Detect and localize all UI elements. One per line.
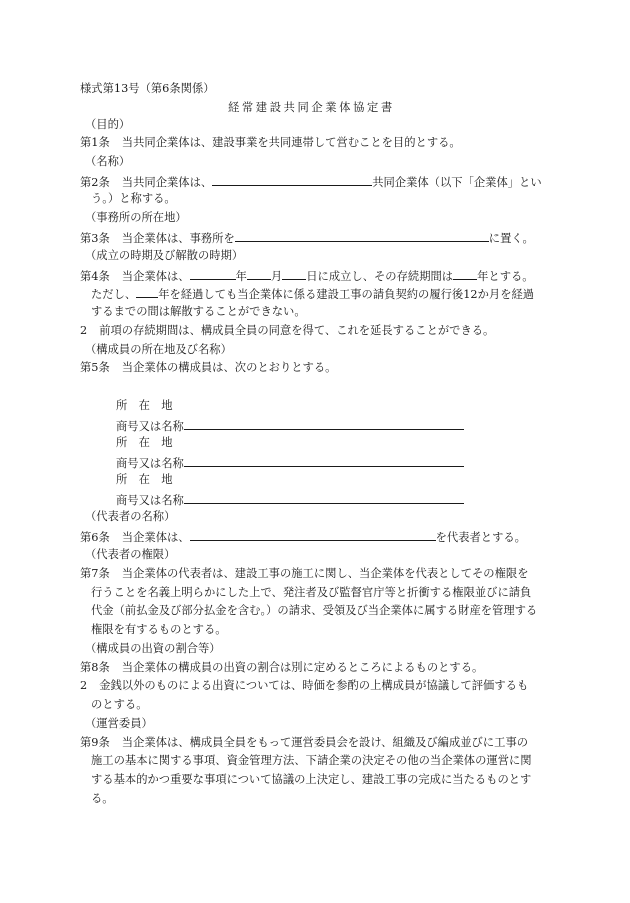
- article-2-line-2: う。）と称する。: [91, 192, 176, 205]
- article-9-text-1: 当企業体は、構成員全員をもって運営委員会を設け、組織及び編成並びに工事の: [121, 736, 529, 749]
- month-blank[interactable]: [247, 268, 271, 280]
- article-3-heading: （事務所の所在地）: [85, 211, 187, 224]
- member-3-name-row: [116, 492, 464, 508]
- article-8-paragraph-2-line-1: [80, 679, 528, 693]
- article-4-line-2: [91, 286, 534, 302]
- article-3-text-b: に置く。: [488, 232, 534, 245]
- article-9-line-2: 施工の基本に関する事項、資金管理方法、下請企業の決定その他の当企業体の運営に関: [91, 754, 532, 767]
- article-6-text-a: 当企業体は、: [121, 531, 190, 544]
- day-blank[interactable]: [282, 268, 306, 280]
- representative-blank[interactable]: [190, 529, 436, 541]
- member-3-name-label: 商号又は名称: [116, 494, 184, 507]
- article-4-paragraph-2-text: 前項の存続期間は、構成員全員の同意を得て、これを延長することができる。: [99, 324, 495, 337]
- member-2-name-label: 商号又は名称: [116, 457, 184, 470]
- paragraph-number: 2: [80, 324, 88, 337]
- article-2-heading: （名称）: [85, 155, 131, 168]
- duration-blank[interactable]: [453, 268, 477, 280]
- article-4-text-a: 当企業体は、: [121, 270, 190, 283]
- article-9-heading: （運営委員）: [85, 717, 153, 730]
- article-4-text-e: 年とする。: [477, 270, 534, 283]
- article-3-text-a: 当企業体は、事務所を: [121, 232, 235, 245]
- member-1-address-label: 所 在 地: [116, 399, 173, 412]
- article-3-line-1: [80, 230, 534, 246]
- article-1-heading: （目的）: [85, 118, 131, 131]
- article-4-paragraph-2: [80, 324, 494, 338]
- article-8-heading: （構成員の出資の割合等）: [85, 642, 221, 655]
- article-7-number: 第7条: [80, 567, 110, 580]
- article-6-number: 第6条: [80, 531, 110, 544]
- article-8-paragraph-2-line-2: のとする。: [91, 698, 148, 711]
- form-label: 様式第13号（第6条関係）: [80, 82, 215, 95]
- article-4-line-3: するまでの間は解散することができない。: [91, 305, 306, 318]
- article-2-text-a: 当共同企業体は、: [121, 176, 213, 189]
- office-address-blank[interactable]: [235, 230, 489, 242]
- member-1-name-label: 商号又は名称: [116, 420, 184, 433]
- article-1-text: 当共同企業体は、建設事業を共同連帯して営むことを目的とする。: [121, 136, 461, 149]
- article-7-text-1: 当企業体の代表者は、建設工事の施工に関し、当企業体を代表としてその権限を: [121, 567, 529, 580]
- article-8-paragraph-2-text: 金銭以外のものによる出資については、時価を参酌の上構成員が協議して評価するも: [99, 679, 529, 692]
- article-8-text-1: 当企業体の構成員の出資の割合は別に定めるところによるものとする。: [121, 661, 484, 674]
- article-4-number: 第4条: [80, 270, 110, 283]
- year-label: 年: [235, 270, 247, 283]
- member-2-name-blank[interactable]: [184, 455, 464, 467]
- year-blank[interactable]: [190, 268, 236, 280]
- article-4-text-proviso-b: 年を経過しても当企業体に係る建設工事の請負契約の履行後12か月を経過: [158, 288, 535, 301]
- name-blank[interactable]: [212, 174, 372, 186]
- article-3-number: 第3条: [80, 232, 110, 245]
- month-label: 月: [270, 270, 283, 283]
- article-7-line-2: 行うことを名義上明らかにした上で、発注者及び監督官庁等と折衝する権限並びに請負: [91, 586, 532, 599]
- article-6-heading: （代表者の名称）: [85, 510, 176, 523]
- article-5-number: 第5条: [80, 361, 110, 374]
- member-1-name-row: [116, 418, 464, 434]
- member-2-name-row: [116, 455, 464, 471]
- article-2-number: 第2条: [80, 176, 110, 189]
- document-title: 経常建設共同企業体協定書: [228, 101, 395, 114]
- article-4-text-d: 日に成立し、その存続期間は: [306, 270, 454, 283]
- article-4-text-proviso: ただし、: [91, 288, 137, 301]
- article-6-text-b: を代表者とする。: [435, 531, 526, 544]
- paragraph-number: 2: [80, 679, 88, 692]
- article-2-text-b: 共同企業体（以下「企業体」とい: [372, 176, 542, 189]
- member-3-name-blank[interactable]: [184, 492, 464, 504]
- member-2-address-label: 所 在 地: [116, 436, 173, 449]
- article-6-line-1: [80, 529, 526, 545]
- article-8-line-1: [80, 661, 483, 675]
- elapsed-years-blank[interactable]: [136, 286, 158, 298]
- article-2-line-1: [80, 174, 542, 190]
- article-7-heading: （代表者の権限）: [85, 548, 176, 561]
- article-4-heading: （成立の時期及び解散の時期）: [85, 249, 244, 262]
- article-7-line-4: 権限を有するものとする。: [91, 623, 227, 636]
- article-7-line-3: 代金（前払金及び部分払金を含む。）の請求、受領及び当企業体に属する財産を管理する: [91, 604, 538, 617]
- article-8-number: 第8条: [80, 661, 110, 674]
- article-5-text: 当企業体の構成員は、次のとおりとする。: [121, 361, 337, 374]
- article-1-number: 第1条: [80, 136, 110, 149]
- article-9-line-1: [80, 736, 528, 750]
- article-9-line-3: する基本的かつ重要な事項について協議の上決定し、建設工事の完成に当たるものとす: [91, 773, 532, 786]
- article-9-line-4: る。: [91, 792, 114, 805]
- article-7-line-1: [80, 567, 529, 581]
- member-1-name-blank[interactable]: [184, 418, 464, 430]
- article-5-line-1: [80, 361, 336, 375]
- article-9-number: 第9条: [80, 736, 110, 749]
- member-3-address-label: 所 在 地: [116, 473, 173, 486]
- article-1-line-1: [80, 136, 461, 150]
- article-5-heading: （構成員の所在地及び名称）: [85, 343, 232, 356]
- article-4-line-1: [80, 268, 534, 284]
